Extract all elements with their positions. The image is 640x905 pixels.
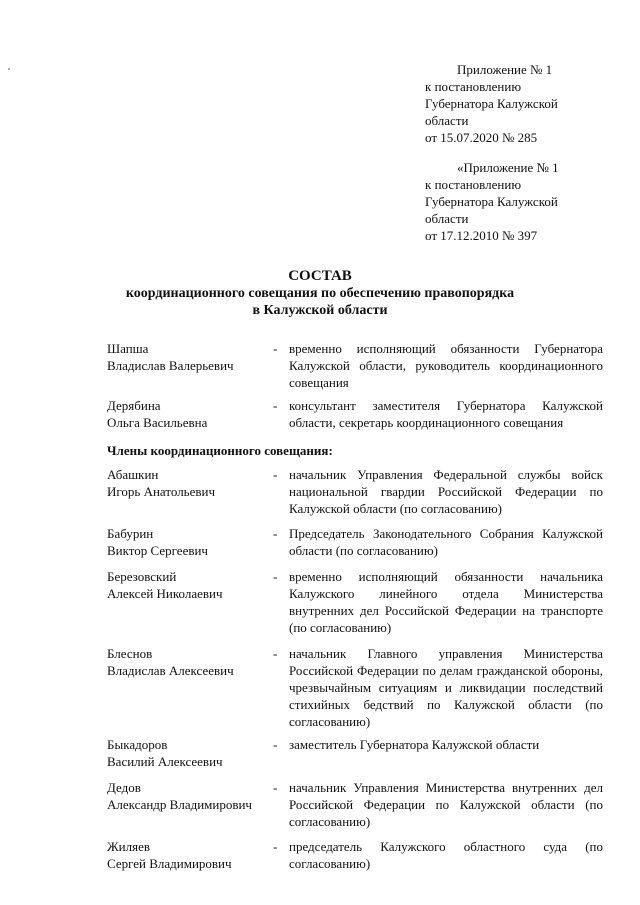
position-text: Председатель Законодательного Собрания Калужской области (по согласованию) bbox=[289, 526, 603, 558]
surname: Дерябина bbox=[107, 398, 161, 413]
appendix-line: Губернатора Калужской bbox=[425, 194, 558, 209]
given-names: Сергей Владимирович bbox=[107, 856, 232, 871]
separator-dash: - bbox=[273, 341, 278, 356]
document-heading bbox=[0, 268, 640, 319]
appendix-line: к постановлению bbox=[425, 177, 522, 192]
person-name bbox=[107, 397, 272, 431]
appendix-line: области bbox=[425, 113, 469, 128]
surname: Шапша bbox=[107, 341, 149, 356]
given-names: Алексей Николаевич bbox=[107, 586, 223, 601]
appendix-prior-reference bbox=[425, 159, 559, 244]
appendix-current-reference bbox=[425, 61, 558, 146]
appendix-line: от 17.12.2010 № 397 bbox=[425, 228, 538, 243]
surname: Блеснов bbox=[107, 646, 153, 661]
separator-dash: - bbox=[273, 467, 278, 482]
surname: Дедов bbox=[107, 780, 141, 795]
surname: Бабурин bbox=[107, 526, 154, 541]
given-names: Игорь Анатольевич bbox=[107, 484, 216, 499]
document-subtitle: в Калужской области bbox=[252, 303, 388, 318]
given-names: Александр Владимирович bbox=[107, 797, 252, 812]
appendix-line: к постановлению bbox=[425, 79, 522, 94]
person-name bbox=[107, 340, 272, 374]
separator-dash: - bbox=[273, 737, 278, 752]
person-name bbox=[107, 838, 272, 872]
surname: Жиляев bbox=[107, 839, 150, 854]
surname: Быкадоров bbox=[107, 737, 168, 752]
position-text: заместитель Губернатора Калужской области bbox=[289, 737, 540, 752]
person-name bbox=[107, 568, 272, 602]
separator-dash: - bbox=[273, 398, 278, 413]
position-text: временно исполняющий обязанности Губернатора Калужской области, руководитель координационного совещания bbox=[289, 341, 603, 390]
position-text: консультант заместителя Губернатора Калужской области, секретарь координационного совещания bbox=[289, 398, 603, 430]
position-text: начальник Главного управления Министерства Российской Федерации по делам гражданской обороны, чрезвычайным ситуациям и ликвидации последствий стихийных бедствий по Калужской области (по согласованию) bbox=[289, 646, 603, 729]
appendix-line: области bbox=[425, 211, 469, 226]
given-names: Василий Алексеевич bbox=[107, 754, 223, 769]
separator-dash: - bbox=[273, 780, 278, 795]
appendix-line: Губернатора Калужской bbox=[425, 96, 558, 111]
separator-dash: - bbox=[273, 526, 278, 541]
separator-dash: - bbox=[273, 646, 278, 661]
person-name bbox=[107, 779, 272, 813]
position-text: председатель Калужского областного суда (по согласованию) bbox=[289, 839, 603, 871]
position-text: начальник Управления Федеральной службы войск национальной гвардии Российской Федерации по Калужской области (по согласованию) bbox=[289, 467, 603, 516]
surname: Абашкин bbox=[107, 467, 159, 482]
person-name bbox=[107, 466, 272, 500]
given-names: Ольга Васильевна bbox=[107, 415, 208, 430]
document-title: СОСТАВ bbox=[288, 268, 352, 284]
given-names: Владислав Валерьевич bbox=[107, 358, 234, 373]
document-subtitle: координационного совещания по обеспечению правопорядка bbox=[125, 286, 515, 301]
position-text: начальник Управления Министерства внутренних дел Российской Федерации по Калужской области (по согласованию) bbox=[289, 780, 603, 829]
separator-dash: - bbox=[273, 569, 278, 584]
separator-dash: - bbox=[273, 839, 278, 854]
appendix-line: «Приложение № 1 bbox=[457, 160, 559, 175]
given-names: Виктор Сергеевич bbox=[107, 543, 208, 558]
appendix-line: от 15.07.2020 № 285 bbox=[425, 130, 538, 145]
members-section-label: Члены координационного совещания: bbox=[107, 443, 333, 458]
person-name bbox=[107, 645, 272, 679]
scan-speck bbox=[8, 68, 10, 70]
person-name bbox=[107, 736, 272, 770]
surname: Березовский bbox=[107, 569, 177, 584]
given-names: Владислав Алексеевич bbox=[107, 663, 234, 678]
appendix-line: Приложение № 1 bbox=[457, 62, 553, 77]
person-name bbox=[107, 525, 272, 559]
position-text: временно исполняющий обязанности начальника Калужского линейного отдела Министерства внутренних дел Российской Федерации на транспорте (по согласованию) bbox=[289, 569, 603, 635]
